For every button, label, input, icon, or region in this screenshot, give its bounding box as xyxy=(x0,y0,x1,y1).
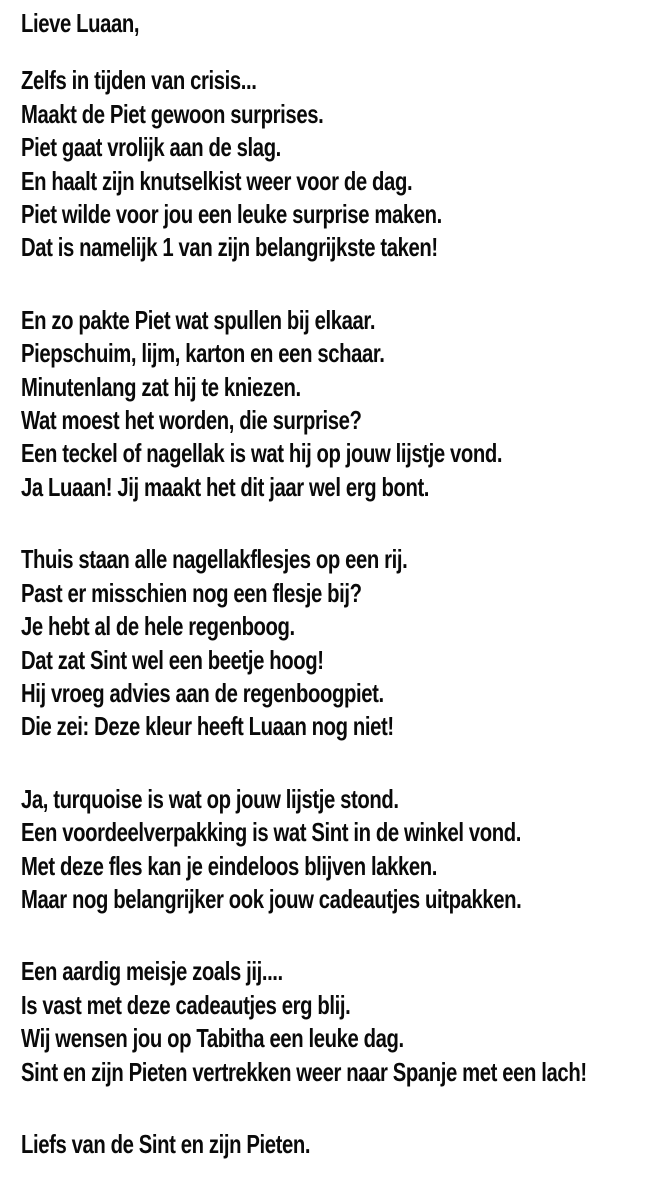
stanza-2 xyxy=(21,304,665,504)
poem-line: Is vast met deze cadeautjes erg blij. xyxy=(21,989,351,1020)
poem-line: Wij wensen jou op Tabitha een leuke dag. xyxy=(21,1023,404,1054)
closing-line: Liefs van de Sint en zijn Pieten. xyxy=(21,1128,311,1159)
poem-line: En haalt zijn knutselkist weer voor de dag. xyxy=(21,165,413,196)
poem-line: Die zei: Deze kleur heeft Luaan nog niet! xyxy=(21,711,394,742)
poem-line: Piet wilde voor jou een leuke surprise maken. xyxy=(21,199,442,230)
poem-line: Zelfs in tijden van crisis... xyxy=(21,65,257,96)
poem-line: Je hebt al de hele regenboog. xyxy=(21,611,295,642)
stanza-1 xyxy=(21,64,665,264)
poem-line: Dat zat Sint wel een beetje hoog! xyxy=(21,644,324,675)
poem-line: Met deze fles kan je eindeloos blijven lakken. xyxy=(21,850,437,881)
poem-line: Hij vroeg advies aan de regenboogpiet. xyxy=(21,677,384,708)
poem-line: Ja Luaan! Jij maakt het dit jaar wel erg bont. xyxy=(21,471,430,502)
poem-line: Sint en zijn Pieten vertrekken weer naar Spanje met een lach! xyxy=(21,1056,587,1087)
poem-line: Wat moest het worden, die surprise? xyxy=(21,405,362,436)
poem-line: Maar nog belangrijker ook jouw cadeautjes uitpakken. xyxy=(21,883,522,914)
stanza-5 xyxy=(21,955,665,1089)
poem-line: Een teckel of nagellak is wat hij op jouw lijstje vond. xyxy=(21,438,503,469)
poem-line: Een aardig meisje zoals jij.... xyxy=(21,956,283,987)
poem-line: Een voordeelverpakking is wat Sint in de winkel vond. xyxy=(21,817,521,848)
poem-line: Dat is namelijk 1 van zijn belangrijkste taken! xyxy=(21,232,438,263)
poem-line: Piet gaat vrolijk aan de slag. xyxy=(21,132,281,163)
poem-line: Past er misschien nog een flesje bij? xyxy=(21,577,362,608)
poem-line: Piepschuim, lijm, karton en een schaar. xyxy=(21,338,385,369)
greeting-line: Lieve Luaan, xyxy=(21,8,140,38)
letter-text-column xyxy=(21,7,665,1161)
stanza-3 xyxy=(21,543,665,743)
stanza-4 xyxy=(21,783,665,917)
poem-line: En zo pakte Piet wat spullen bij elkaar. xyxy=(21,304,376,335)
poem-line: Maakt de Piet gewoon surprises. xyxy=(21,98,324,129)
poem-line: Minutenlang zat hij te kniezen. xyxy=(21,371,301,402)
poem-line: Thuis staan alle nagellakflesjes op een rij. xyxy=(21,544,408,575)
poem-line: Ja, turquoise is wat op jouw lijstje stond. xyxy=(21,783,399,814)
